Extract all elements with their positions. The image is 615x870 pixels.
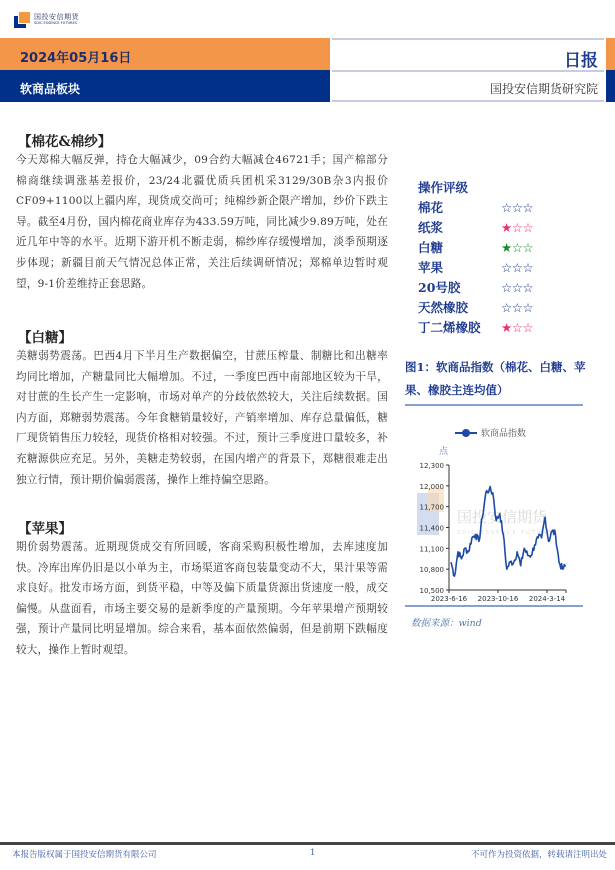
star-rating-icon: ☆☆☆	[501, 300, 534, 315]
rating-row	[418, 318, 598, 338]
legend-label: 软商品指数	[481, 429, 527, 439]
section-title-cotton: 【棉花&棉纱】	[18, 134, 112, 150]
section-title-sugar: 【白糖】	[18, 330, 72, 346]
rating-row	[418, 218, 598, 238]
footer-copyright: 本报告版权属于国投安信期货有限公司	[12, 850, 157, 860]
rating-label: 20号胶	[418, 280, 461, 295]
rating-row	[418, 198, 598, 218]
header-orange-band-right	[606, 38, 615, 70]
star-rating-icon: ☆☆☆	[501, 260, 534, 275]
y-tick-label: 12,300	[419, 462, 444, 470]
star-rating-icon: ★☆☆	[501, 320, 534, 335]
x-tick-label: 2023-6-16	[430, 595, 468, 603]
star-rating-icon: ☆☆☆	[501, 280, 534, 295]
watermark-text: SDIC ESSENCE FUTURES	[457, 530, 559, 536]
y-tick-label: 12,000	[419, 482, 444, 491]
chart-legend	[455, 426, 526, 439]
section-body-sugar: 美糖弱势震荡。巴西4月下半月生产数据偏空，甘蔗压榨量、制糖比和出糖率均同比增加，产糖量同比大幅增加。不过，一季度巴西中南部地区较为干旱，对甘蔗的生长产生一定影响，市场对单产的分歧依然较大，关注后续数据。国内方面，郑糖弱势震荡。今年食糖销量较好，产销率增加、库存总量偏低，糖厂现货销售压力较轻，现货价格相对较强。不过，预计三季度进口量较多，补充糖源供应充足。另外，美糖走势较弱，在国内增产的背景下，郑糖很难走出独立行情，预计期价偏弱震荡，操作上维持偏空思路。	[16, 350, 388, 486]
header-navy-band-right	[606, 70, 615, 102]
institute-name: 国投安信期货研究院	[489, 82, 598, 96]
logo-mark-icon	[14, 12, 30, 28]
legend-line-marker-icon	[455, 428, 477, 438]
logo-en-text: SDIC ESSENCE FUTURES	[34, 21, 77, 26]
report-type: 日报	[564, 51, 598, 71]
logo-cn-text: 国投安信期货	[34, 13, 79, 22]
y-tick-label: 11,100	[419, 545, 444, 554]
y-axis-unit: 点	[439, 447, 449, 457]
star-rating-icon: ★☆☆	[501, 240, 534, 255]
rating-label: 棉花	[418, 200, 444, 215]
soft-commodity-index-chart	[395, 440, 615, 610]
figure-title: 图1：软商品指数（棉花、白糖、苹果、橡胶主连均值）	[405, 360, 586, 397]
section-body-cotton: 今天郑棉大幅反弹，持仓大幅减少，09合约大幅减仓46721手；国产棉部分棉商继续调涨基差报价，23/24北疆优质兵团机采3129/30B杂3内报价CF09+1100以上疆内库，现货成交尚可；纯棉纱新企限产增加，纱价下跌主导。截至4月份，国内棉花商业库存为433.59万吨，同比减少9.89万吨，处在近几年中等的水平。近期下游开机不断走弱，棉纱库存缓慢增加，淡季预期逐步体现；新疆目前天气情况总体正常，关注后续调研情况；郑棉单边暂时观望，9-1价差维持正套思路。	[16, 154, 388, 290]
x-tick-label: 2023-10-16	[477, 595, 519, 603]
figure-divider	[405, 404, 583, 406]
y-tick-label: 10,800	[419, 566, 444, 575]
rating-label: 白糖	[418, 240, 444, 255]
rating-row	[418, 258, 598, 278]
operation-rating-panel	[418, 178, 598, 338]
report-sector: 软商品板块	[20, 82, 81, 96]
header-right-box	[332, 38, 604, 102]
figure-bottom-divider	[405, 605, 583, 607]
footer-disclaimer: 不可作为投资依据，转载请注明出处	[470, 850, 607, 860]
company-logo	[14, 10, 104, 30]
section-body-apple: 期价弱势震荡。近期现货成交有所回暖，客商采购积极性增加，去库速度加快。冷库出库仍旧是以小单为主，市场渠道客商包装量变动不大，果汁果等需求良好。批发市场方面，到货平稳，中等及偏下质量货源出货速度一般，成交偏慢。从盘面看，市场主要交易的是新季度的产量预期。今年苹果增产预期较强，预计产量同比明显增加。综合来看，基本面依然偏弱，但是前期下跌幅度较大，操作上暂时观望。	[16, 541, 388, 656]
page-number: 1	[310, 848, 316, 858]
x-tick-label: 2024-3-14	[528, 595, 566, 603]
rating-row	[418, 298, 598, 318]
data-source: 数据来源：wind	[411, 618, 482, 629]
rating-label: 苹果	[418, 260, 444, 275]
y-tick-label: 11,400	[419, 524, 444, 533]
y-tick-label: 10,500	[419, 587, 444, 595]
rating-label: 天然橡胶	[418, 300, 469, 315]
footer-divider	[0, 842, 615, 845]
rating-label: 纸浆	[418, 220, 444, 235]
star-rating-icon: ★☆☆	[501, 220, 534, 235]
section-title-apple: 【苹果】	[18, 521, 72, 537]
rating-row	[418, 278, 598, 298]
rating-row	[418, 238, 598, 258]
y-tick-label: 11,700	[419, 503, 444, 512]
divider	[332, 100, 604, 102]
rating-label: 丁二烯橡胶	[418, 320, 481, 335]
rating-title: 操作评级	[418, 180, 469, 195]
divider	[332, 38, 604, 40]
watermark-text: 国投安信期货	[457, 508, 548, 526]
star-rating-icon: ☆☆☆	[501, 200, 534, 215]
report-date: 2024年05月16日	[20, 51, 132, 66]
